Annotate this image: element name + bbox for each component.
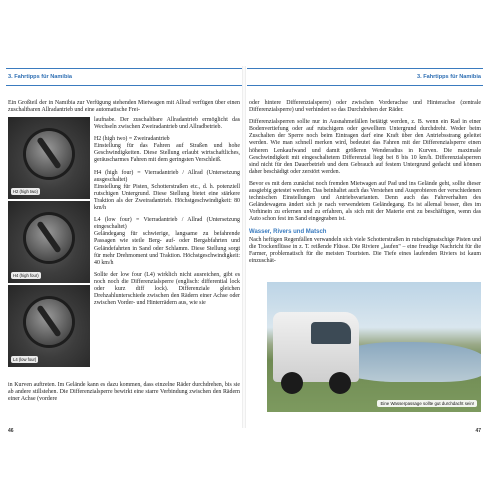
left-page-number: 46: [8, 428, 14, 434]
truck-wheel: [281, 372, 303, 394]
photo-caption: L4 (low four): [13, 357, 37, 362]
left-page-header: 3. Fahrtipps für Namibia: [6, 68, 242, 86]
right-body-text: [249, 100, 481, 270]
knob-photo-h4: [8, 201, 90, 283]
left-bottom-text: [8, 382, 240, 408]
transfer-knob-icon: [26, 131, 72, 177]
right-page: [247, 68, 483, 434]
paragraph: Nach heftigen Regenfällen verwandeln sich viele Schotterstraßen in rutschigmatschige Pisten und die Trockenflüsse in z. T. reißende Flüsse. Die Riviere „laufen" – eine freudige Nachricht für die Farmer, problematisch für die meisten Touristen. Die Tiefe eines laufenden Riviers ist kaum einzuschät-: [249, 236, 481, 264]
transfer-knob-icon: [26, 299, 72, 345]
paragraph: in Kurven auftreten. Im Gelände kann es dazu kommen, dass einzelne Räder durchdrehen, bis sie ab andere stillstehen. Die Differenzialsperre bewirkt eine starre Verbindung zwischen den Rädern einer Achse (vordere: [8, 382, 240, 403]
paragraph: Bevor es mit dem zunächst noch fremden Mietwagen auf Pad und ins Gelände geht, sollte dieser ausgiebig getestet werden. Das beinhaltet auch das Verstehen und Ausprobieren der verschiedenen technischen Einstellungen und Antriebsvarianten. Denn auch das Fahrverhalten des Geländewagens ändert sich je nach verwendetem Geländegang. Es ist allemal besser, dies im Vorhinein zu erlernen und zu erfahren, als sich mit der Materie erst zu beschäftigen, wenn das Auto schon fest im Sand eingegraben ist.: [249, 180, 481, 223]
knob-photos: [8, 117, 90, 369]
paragraph: Differenzialsperren sollte nur in Ausnahmefällen betätigt werden, z. B. wenn ein Rad in einer Bodenvertiefung oder auf rutschigem oder gewelltem Untergrund durchdreht. Weder beim Zuschalten der Sperre noch beim Eintragen darf eine Kraft über den Antriebsstrang geleitet werden. Wie man schnell merken wird, bedeutet das Fahren mit der Differenzialsperre einen höheren Lenkaufwand und damit größeren Wenderadius in Kurven. Die maximale Geschwindigkeit mit eingeschaltetem Differenzial liegt bei 8 bis 10 km/h. Differenzialsperren sind nicht für den Dauerbetrieb und dem Gebrauch auf festem Untergrund gedacht und können daher beschädigt oder zerstört werden.: [249, 119, 481, 175]
water-crossing-photo: [267, 282, 481, 412]
left-column-text: [94, 117, 240, 312]
right-page-header: 3. Fahrtipps für Namibia: [247, 68, 483, 86]
paragraph-difflock: Sollte der low four (L4) wirklich nicht ausreichen, gibt es noch noch die Differenzialsperre (englisch: differential lock oder kurz diff lock). Differenziale gleichen Drehzahlunterschiede zwischen den Rädern einer Achse oder zwischen Vorder- und Hinterrädern aus, wie sie: [94, 271, 240, 307]
pickup-truck: [273, 312, 359, 382]
photo-caption: H4 (high four): [13, 273, 39, 278]
left-page: [6, 68, 242, 434]
transfer-knob-icon: [26, 215, 72, 261]
left-intro-text: Ein Großteil der in Namibia zur Verfügung stehenden Mietwagen mit Allrad verfügen über einen zuschaltbaren Allradantrieb und eine automatische Frei-: [8, 100, 240, 114]
book-gutter: [242, 66, 246, 428]
left-intro: [8, 100, 240, 116]
knob-photo-l4: [8, 285, 90, 367]
right-page-number: 47: [475, 428, 481, 434]
photo-caption: Eine Wasserpassage sollte gut durchdacht sein!: [377, 400, 477, 407]
truck-wheel: [329, 372, 351, 394]
knob-photo-h2: [8, 117, 90, 199]
photo-caption: H2 (high two): [13, 189, 38, 194]
paragraph: laufnabe. Der zuschaltbare Allradantrieb ermöglicht das Wechseln zwischen Zweiradantrieb und Allradbetrieb.: [94, 117, 240, 131]
section-subheading: Wasser, Rivers und Matsch: [249, 228, 327, 235]
paragraph: oder hintere Differenzialsperre) oder zwischen Vorderachse und Hinterachse (zentrale Differenzialsperre) und verhindert so das Durchdrehen der Räder.: [249, 100, 481, 114]
paragraph-h2: H2 (high two) = Zweiradantrieb Einstellung für das Fahren auf Straßen und hohe Geschwindigkeiten. Diese Stellung erlaubt wirtschaftliches, geräuscharmes Fahren mit dem geringsten Verschleiß.: [94, 136, 240, 164]
paragraph-l4: L4 (low four) = Vierradantrieb / Allrad (Untersetzung eingeschaltet) Geländegang für schwierige, langsame zu befahrende Passagen wie steile Berg- auf- oder Bergabfahrten und Geländefahrten in Sand oder Schlamm. Diese Stellung sorgt für mehr Drehmoment und Traktion. Höchstgeschwindigkeit: 40 km/h: [94, 217, 240, 266]
paragraph-h4: H4 (high four) = Vierradantrieb / Allrad (Untersetzung ausgeschaltet) Einstellung für Pisten, Schotterstraßen etc., d. h. potenziell rutschigen Untergrund. Diese Stellung bietet eine stärkere Traktion als der Zweiradantrieb. Höchstgeschwindigkeit: 80 km/h: [94, 169, 240, 212]
